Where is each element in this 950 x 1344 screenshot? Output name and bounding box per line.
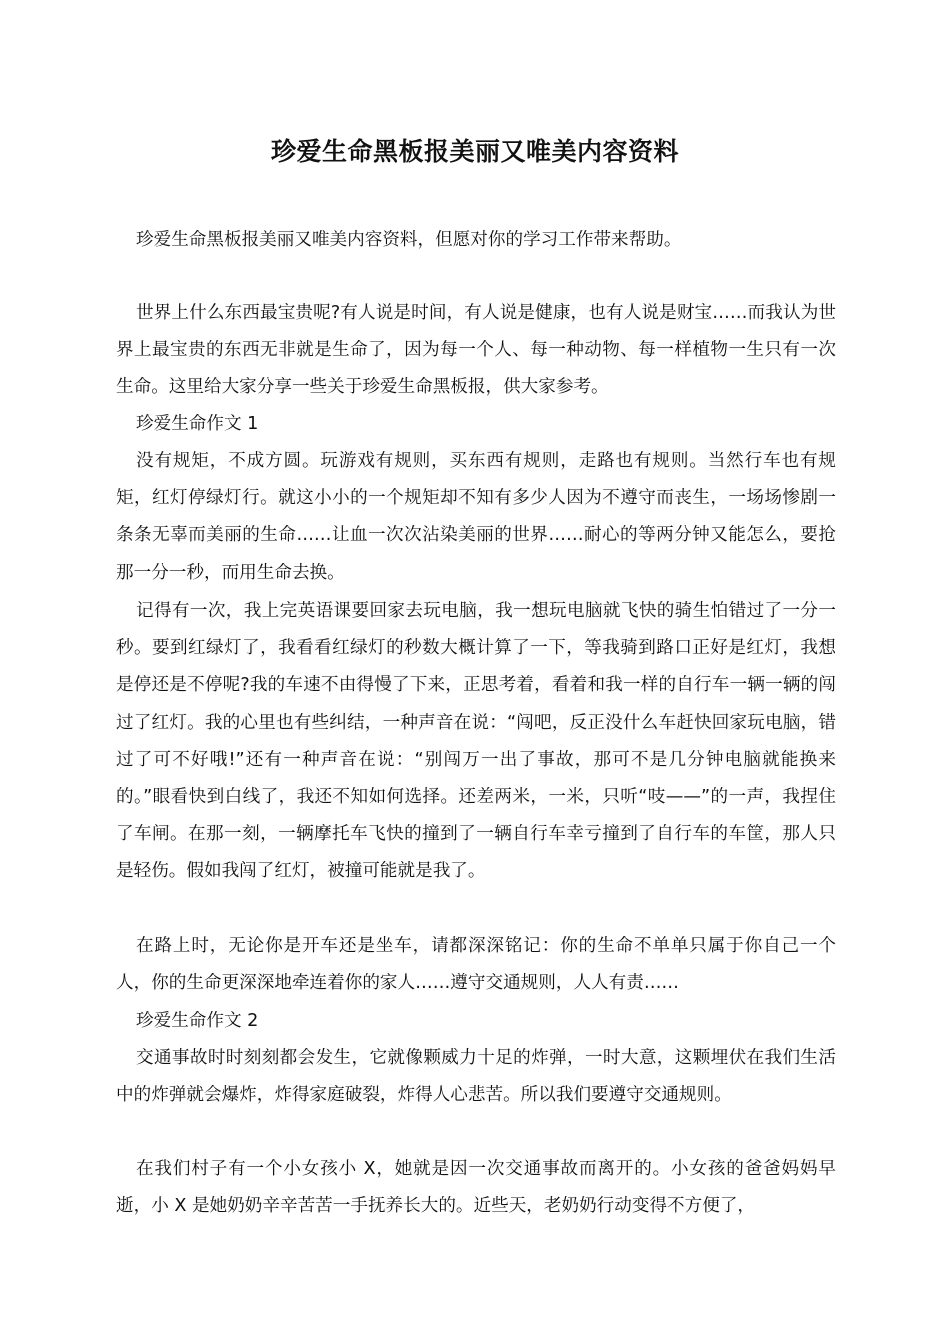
essay1-heading: 珍爱生命作文 1 bbox=[136, 414, 259, 434]
essay1-paragraph-2: 记得有一次，我上完英语课要回家去玩电脑，我一想玩电脑就飞快的骑生怕错过了一分一秒。要到红绿灯了，我看看红绿灯的秒数大概计算了一下，等我骑到路口正好是红灯，我想是停还是不停呢?我的车速不由得慢了下来，正思考着，看着和我一样的自行车一辆一辆的闯过了红灯。我的心里也有些纠结，一种声音在说：“闯吧，反正没什么车赶快回家玩电脑，错过了可不好哦!”还有一种声音在说：“别闯万一出了事故，那可不是几分钟电脑就能换来的。”眼看快到白线了，我还不知如何选择。还差两米，一米，只听“吱——”的一声，我捏住了车闸。在那一刻，一辆摩托车飞快的撞到了一辆自行车幸亏撞到了自行车的车筐，那人只是轻伤。假如我闯了红灯，被撞可能就是我了。 bbox=[116, 601, 836, 882]
opening-paragraph: 世界上什么东西最宝贵呢?有人说是时间，有人说是健康，也有人说是财宝……而我认为世界上最宝贵的东西无非就是生命了，因为每一个人、每一种动物、每一样植物一生只有一次生命。这里给大家分享一些关于珍爱生命黑板报，供大家参考。 bbox=[116, 303, 836, 398]
essay2-heading: 珍爱生命作文 2 bbox=[136, 1011, 259, 1031]
intro-paragraph: 珍爱生命黑板报美丽又唯美内容资料，但愿对你的学习工作带来帮助。 bbox=[136, 230, 682, 250]
essay1-paragraph-1: 没有规矩，不成方圆。玩游戏有规则，买东西有规则，走路也有规则。当然行车也有规矩，红灯停绿灯行。就这小小的一个规矩却不知有多少人因为不遵守而丧生，一场场惨剧一条条无辜而美丽的生命……让血一次次沾染美丽的世界……耐心的等两分钟又能怎么，要抢那一分一秒，而用生命去换。 bbox=[116, 451, 836, 583]
essay1-paragraph-3: 在路上时，无论你是开车还是坐车，请都深深铭记：你的生命不单单只属于你自己一个人，你的生命更深深地牵连着你的家人……遵守交通规则，人人有责…… bbox=[116, 936, 836, 994]
document-title: 珍爱生命黑板报美丽又唯美内容资料 bbox=[270, 137, 679, 166]
essay2-paragraph-1: 交通事故时时刻刻都会发生，它就像颗威力十足的炸弹，一时大意，这颗埋伏在我们生活中的炸弹就会爆炸，炸得家庭破裂，炸得人心悲苦。所以我们要遵守交通规则。 bbox=[116, 1048, 836, 1106]
essay2-paragraph-2: 在我们村子有一个小女孩小 X，她就是因一次交通事故而离开的。小女孩的爸爸妈妈早逝，小 X 是她奶奶辛辛苦苦一手抚养长大的。近些天，老奶奶行动变得不方便了， bbox=[116, 1159, 836, 1217]
